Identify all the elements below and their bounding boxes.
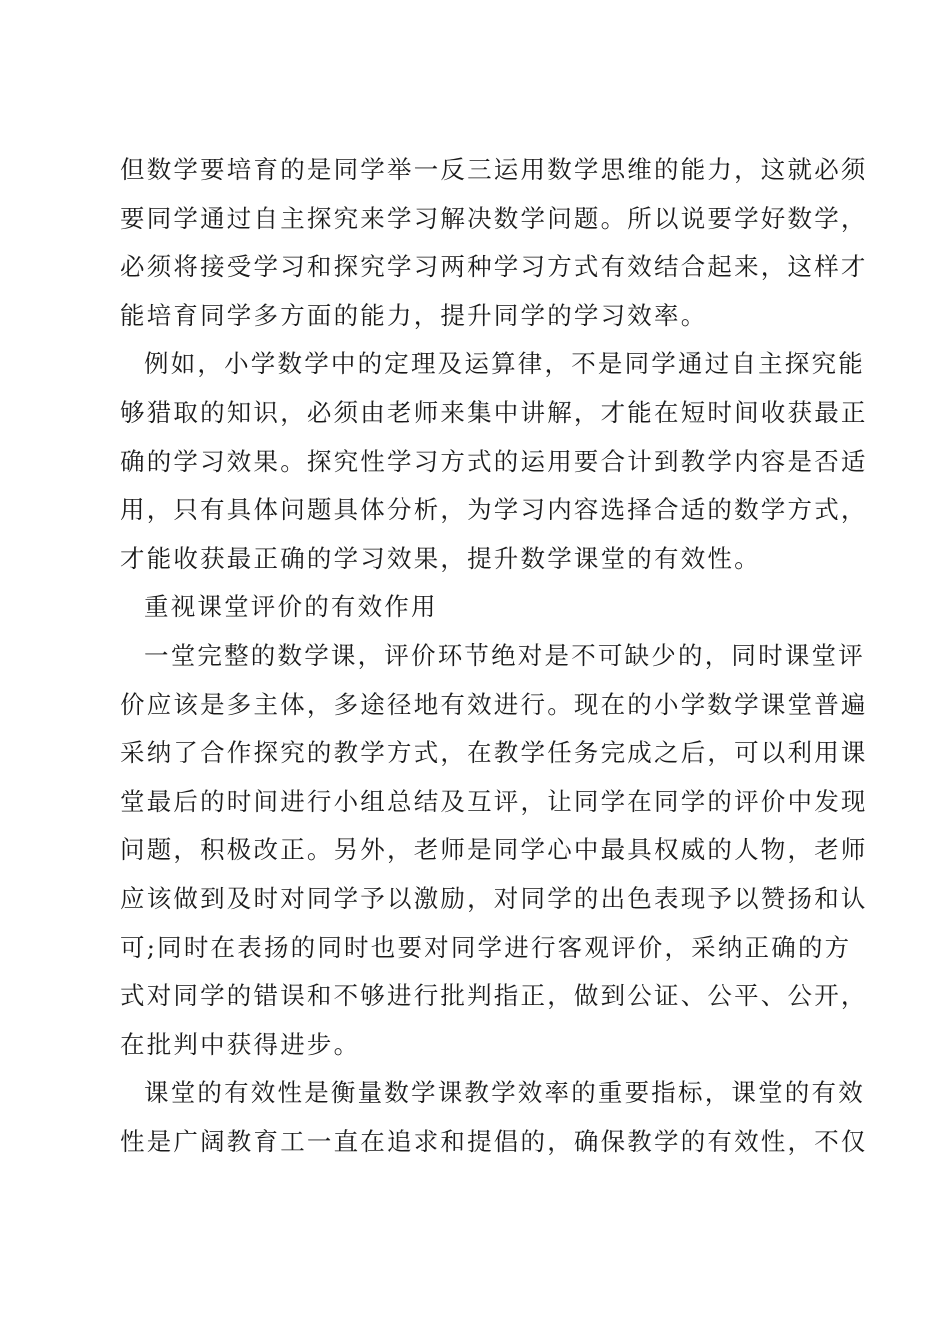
text-line: 用，只有具体问题具体分析，为学习内容选择合适的数学方式， (120, 495, 868, 525)
text-line: 采纳了合作探究的教学方式，在教学任务完成之后，可以利用课 (120, 738, 868, 768)
text-line: 够猎取的知识，必须由老师来集中讲解，才能在短时间收获最正 (120, 397, 868, 427)
text-line: 例如，小学数学中的定理及运算律，不是同学通过自主探究能 (144, 349, 865, 379)
section-heading: 重视课堂评价的有效作用 (144, 592, 438, 622)
body-text (120, 146, 868, 1166)
text-line: 问题，积极改正。另外，老师是同学心中最具权威的人物，老师 (120, 835, 868, 865)
text-line: 课堂的有效性是衡量数学课教学效率的重要指标，课堂的有效 (144, 1078, 865, 1108)
text-line: 可;同时在表扬的同时也要对同学进行客观评价，采纳正确的方 (120, 932, 852, 962)
text-line: 才能收获最正确的学习效果，提升数学课堂的有效性。 (120, 543, 761, 573)
text-line: 能培育同学多方面的能力，提升同学的学习效率。 (120, 300, 708, 330)
text-line: 价应该是多主体，多途径地有效进行。现在的小学数学课堂普遍 (120, 689, 868, 719)
text-line: 堂最后的时间进行小组总结及互评，让同学在同学的评价中发现 (120, 786, 868, 816)
text-line: 必须将接受学习和探究学习两种学习方式有效结合起来，这样才 (120, 252, 868, 282)
text-line: 要同学通过自主探究来学习解决数学问题。所以说要学好数学， (120, 203, 868, 233)
text-line: 确的学习效果。探究性学习方式的运用要合计到教学内容是否适 (120, 446, 868, 476)
text-line: 在批判中获得进步。 (120, 1029, 361, 1059)
text-line: 应该做到及时对同学予以激励，对同学的出色表现予以赞扬和认 (120, 883, 868, 913)
text-line: 一堂完整的数学课，评价环节绝对是不可缺少的，同时课堂评 (144, 640, 865, 670)
text-line: 式对同学的错误和不够进行批判指正，做到公证、公平、公开， (120, 981, 868, 1011)
text-line: 但数学要培育的是同学举一反三运用数学思维的能力，这就必须 (120, 155, 868, 184)
text-line: 性是广阔教育工一直在追求和提倡的，确保教学的有效性，不仅 (120, 1126, 868, 1156)
